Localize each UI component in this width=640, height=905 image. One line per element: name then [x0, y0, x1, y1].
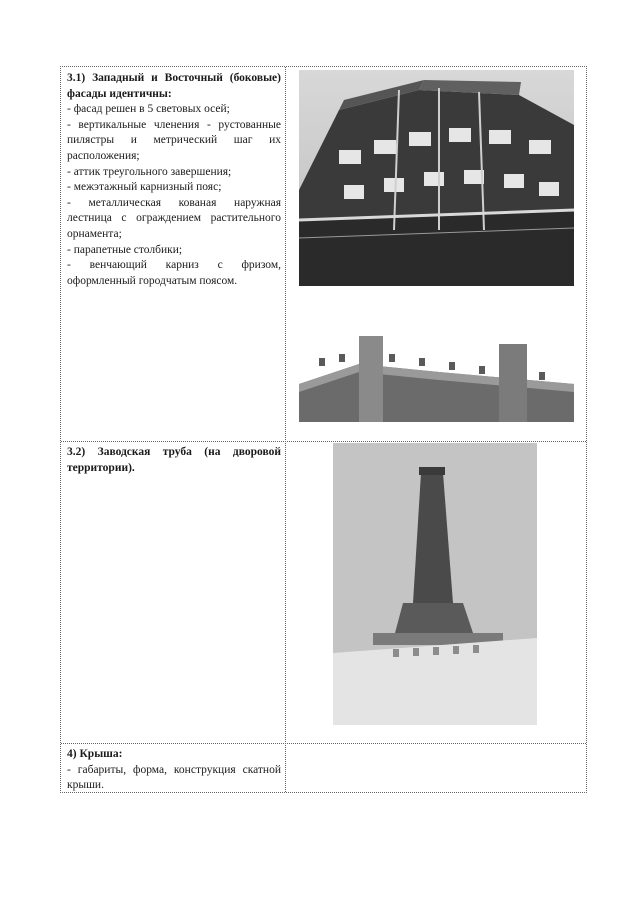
- chimney-photo: [333, 443, 537, 725]
- list-item: - металлическая кованая наружная лестница с ограждением растительного орнамента;: [67, 196, 281, 240]
- facade-photo: [299, 70, 574, 286]
- row-divider: [61, 441, 586, 442]
- list-item: - габариты, форма, конструкция скатной крыши.: [67, 763, 281, 792]
- section-3-2-heading: 3.2) Заводская труба (на дворовой территории).: [67, 446, 281, 474]
- section-3-1-text: [67, 71, 281, 289]
- section-4-heading: 4) Крыша:: [67, 748, 123, 760]
- column-divider: [285, 67, 286, 792]
- list-item: - фасад решен в 5 световых осей;: [67, 103, 230, 116]
- cornice-photo: [299, 324, 574, 422]
- section-4-text: [67, 747, 281, 794]
- list-item: - вертикальные членения - рустованные пилястры и метрический шаг их расположения;: [67, 118, 281, 162]
- list-item: - венчающий карниз с фризом, оформленный городчатым поясом.: [67, 259, 281, 287]
- list-item: - аттик треугольного завершения;: [67, 165, 232, 178]
- document-table: [60, 66, 587, 793]
- list-item: - парапетные столбики;: [67, 243, 183, 256]
- row-divider: [61, 743, 586, 744]
- section-3-1-heading: 3.1) Западный и Восточный (боковые) фасады идентичны:: [67, 72, 281, 100]
- list-item: - межэтажный карнизный пояс;: [67, 181, 222, 194]
- section-3-2-text: [67, 445, 281, 476]
